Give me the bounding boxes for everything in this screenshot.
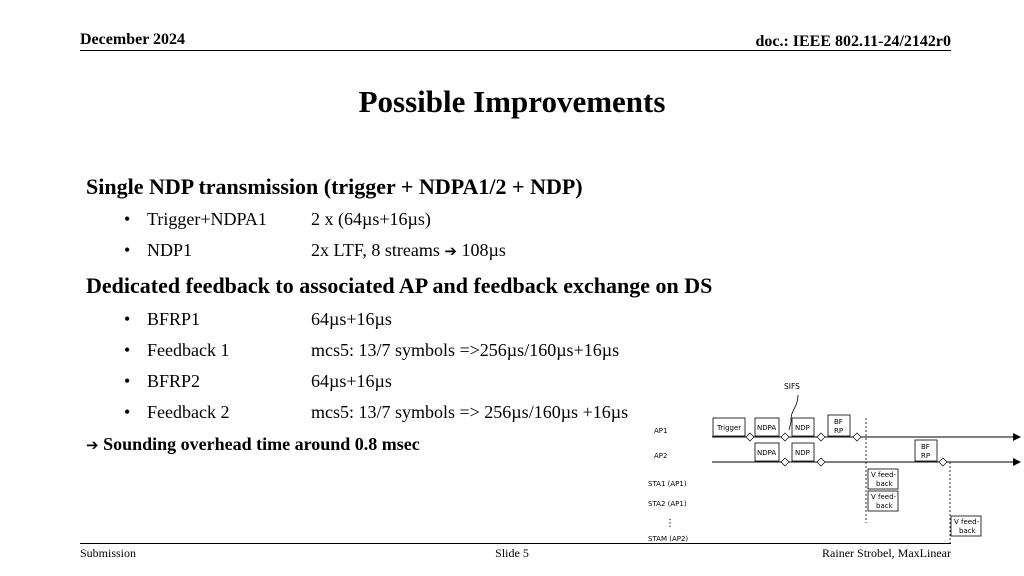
bfrp-box-label-line1: BF — [834, 418, 843, 426]
header-divider — [80, 50, 951, 51]
header-doc-id: doc.: IEEE 802.11-24/2142r0 — [755, 33, 951, 50]
slide-title: Possible Improvements — [358, 84, 666, 119]
bullet-dot: • — [124, 371, 131, 391]
bullet-value: mcs5: 13/7 symbols =>256µs/160µs+16µs — [311, 340, 620, 360]
bullet-value-text: 2x LTF, 8 streams — [311, 240, 440, 260]
trigger-box-label: Trigger — [717, 424, 742, 432]
sifs-marker-icon — [817, 433, 825, 441]
bullet-label: BFRP2 — [147, 371, 201, 391]
footer-slide-number: Slide 5 — [495, 546, 529, 560]
bullet-dot: • — [124, 402, 131, 422]
sifs-marker-icon — [746, 433, 754, 441]
bullet-dot: • — [124, 209, 131, 229]
sifs-marker-icon — [781, 458, 789, 466]
footer-author: Rainer Strobel, MaxLinear — [822, 546, 951, 560]
v-feedback-label-line1: V feed- — [871, 493, 897, 501]
v-feedback-label-line1: V feed- — [954, 518, 980, 526]
ndp-box-label: NDP — [795, 449, 810, 457]
conclusion — [86, 434, 420, 455]
bullet-dot: • — [124, 240, 131, 260]
v-feedback-label-line2: back — [959, 527, 976, 535]
sounding-sequence-diagram — [640, 376, 1024, 543]
ndp-box-label: NDP — [795, 424, 810, 432]
right-arrow-icon: ➔ — [444, 242, 457, 260]
header-date: December 2024 — [80, 31, 185, 48]
bullet-label: Feedback 2 — [147, 402, 230, 422]
bullet-label: Trigger+NDPA1 — [147, 209, 267, 229]
bfrp-box-label-line1: BF — [921, 443, 930, 451]
conclusion-text: Sounding overhead time around 0.8 msec — [103, 434, 420, 454]
ndpa-box-label: NDPA — [757, 449, 777, 457]
bullet-value: 64µs+16µs — [311, 309, 392, 329]
v-feedback-label-line2: back — [876, 502, 893, 510]
bullet-value: 2 x (64µs+16µs) — [311, 209, 431, 229]
bullet-dot: • — [124, 309, 131, 329]
sifs-marker-icon — [853, 433, 861, 441]
bullet-label: Feedback 1 — [147, 340, 230, 360]
row-label-sta2: STA2 (AP1) — [648, 500, 687, 508]
bullet-dot: • — [124, 340, 131, 360]
bullet-label: BFRP1 — [147, 309, 201, 329]
sifs-marker-icon — [781, 433, 789, 441]
row-label-vertical-ellipsis: ⋮ — [665, 518, 675, 529]
bullet-label: NDP1 — [147, 240, 193, 260]
right-arrow-icon: ➔ — [86, 436, 99, 454]
ndpa-box-label: NDPA — [757, 424, 777, 432]
row-label-stam: STAM (AP2) — [648, 535, 689, 543]
v-feedback-label-line1: V feed- — [871, 471, 897, 479]
sifs-marker-icon — [817, 458, 825, 466]
v-feedback-label-line2: back — [876, 480, 893, 488]
bfrp-box-label-line2: RP — [921, 452, 931, 460]
section-heading-2: Dedicated feedback to associated AP and feedback exchange on DS — [86, 273, 713, 298]
bullet-value: 64µs+16µs — [311, 371, 392, 391]
bullet-value: mcs5: 13/7 symbols => 256µs/160µs +16µs — [311, 402, 629, 422]
sifs-marker-icon — [939, 458, 947, 466]
bullet-value — [311, 240, 506, 261]
row-label-sta1: STA1 (AP1) — [648, 480, 687, 488]
footer-submission: Submission — [80, 546, 137, 560]
bullet-arrow-value: 108µs — [461, 240, 506, 260]
sifs-label: SIFS — [784, 382, 800, 391]
footer-divider — [80, 543, 951, 544]
row-label-ap1: AP1 — [654, 427, 668, 435]
bfrp-box-label-line2: RP — [834, 427, 844, 435]
section-heading-1: Single NDP transmission (trigger + NDPA1/2 + NDP) — [86, 174, 583, 199]
row-label-ap2: AP2 — [654, 452, 668, 460]
